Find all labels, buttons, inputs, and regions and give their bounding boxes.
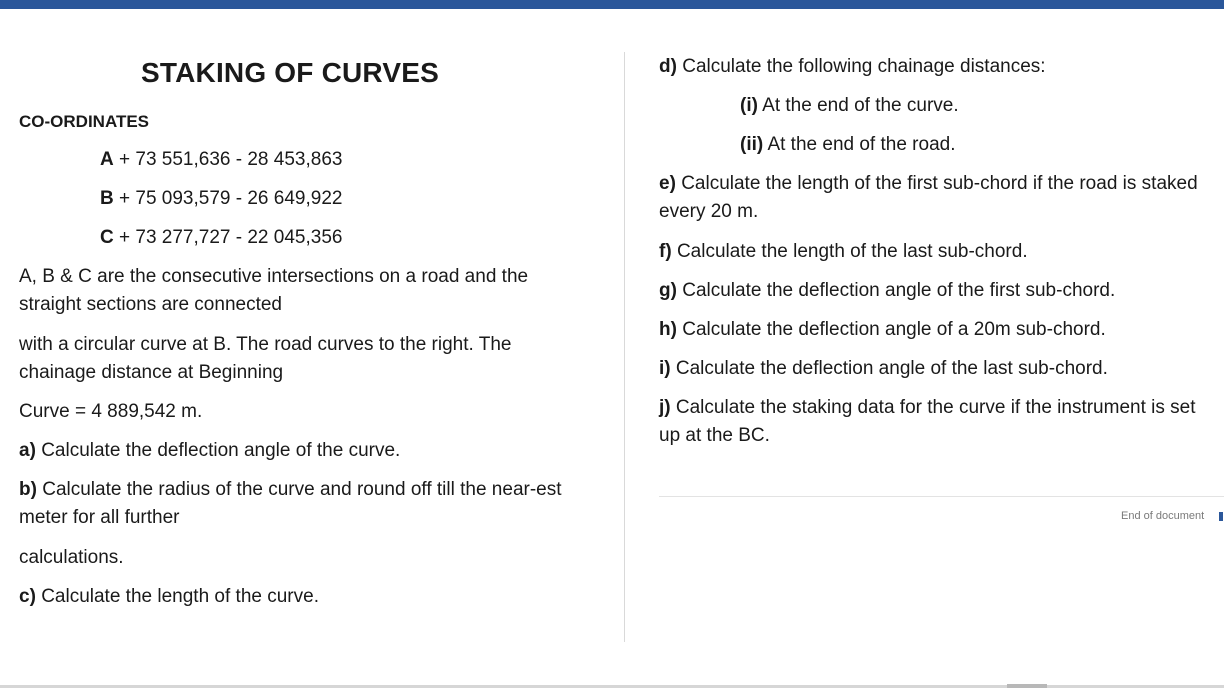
question-text: Calculate the length of the first sub-chord if the road is staked every 20 m. (659, 173, 1198, 222)
question-label: g) (659, 280, 677, 301)
coordinate-value: + 73 551,636 - 28 453,863 (119, 149, 343, 170)
question-label: b) (19, 479, 37, 500)
question-d-ii (740, 131, 955, 159)
coordinate-value: + 73 277,727 - 22 045,356 (119, 227, 343, 248)
question-label: i) (659, 358, 671, 379)
question-text: Calculate the length of the curve. (41, 586, 319, 607)
question-label: (i) (740, 95, 758, 116)
paragraph: A, B & C are the consecutive intersections on a road and the straight sections are connected (19, 266, 529, 315)
question-label: f) (659, 241, 672, 262)
question-text: Calculate the following chainage distances: (682, 56, 1046, 77)
question-d (659, 53, 1046, 81)
coordinate-value: + 75 093,579 - 26 649,922 (119, 188, 343, 209)
question-label: (ii) (740, 134, 764, 155)
paragraph: with a circular curve at B. The road curves to the right. The chainage distance at Beginning (19, 334, 512, 383)
coordinate-label: C (100, 227, 114, 248)
question-i (659, 355, 1108, 383)
question-a (19, 437, 400, 465)
question-label: h) (659, 319, 677, 340)
paragraph: Curve = 4 889,542 m. (19, 401, 203, 422)
coordinate-row (100, 224, 342, 252)
question-text: Calculate the staking data for the curve if the instrument is set up at the BC. (659, 397, 1196, 446)
end-of-document-label: End of document (1121, 510, 1205, 522)
question-d-i (740, 92, 959, 120)
question-text: Calculate the radius of the curve and round off till the near-est meter for all further (19, 479, 562, 528)
question-h (659, 316, 1106, 344)
coordinate-row (100, 185, 342, 213)
coordinate-label: A (100, 149, 114, 170)
end-of-document-rule (659, 496, 1224, 497)
question-text: Calculate the deflection angle of a 20m sub-chord. (682, 319, 1106, 340)
question-e (659, 170, 1214, 226)
question-text: At the end of the road. (767, 134, 956, 155)
question-g (659, 277, 1115, 305)
question-c (19, 583, 319, 611)
question-text: At the end of the curve. (762, 95, 959, 116)
question-label: e) (659, 173, 676, 194)
scrollbar-thumb[interactable] (1007, 684, 1047, 688)
column-divider (624, 52, 625, 642)
question-text: Calculate the length of the last sub-chord. (676, 241, 1028, 262)
question-b (19, 476, 589, 532)
coordinate-row (100, 146, 342, 174)
question-label: j) (659, 397, 671, 418)
question-label: c) (19, 586, 36, 607)
question-b-continuation: calculations. (19, 547, 124, 568)
question-text: Calculate the deflection angle of the last sub-chord. (675, 358, 1108, 379)
question-j (659, 394, 1219, 450)
page-title: STAKING OF CURVES (141, 57, 439, 88)
coordinates-heading: CO-ORDINATES (19, 112, 150, 131)
end-of-document-marker (1219, 512, 1223, 521)
question-label: d) (659, 56, 677, 77)
question-text: Calculate the deflection angle of the curve. (41, 440, 401, 461)
title-bar-accent (0, 0, 1224, 9)
question-label: a) (19, 440, 36, 461)
question-f (659, 238, 1028, 266)
question-text: Calculate the deflection angle of the first sub-chord. (682, 280, 1116, 301)
coordinate-label: B (100, 188, 114, 209)
